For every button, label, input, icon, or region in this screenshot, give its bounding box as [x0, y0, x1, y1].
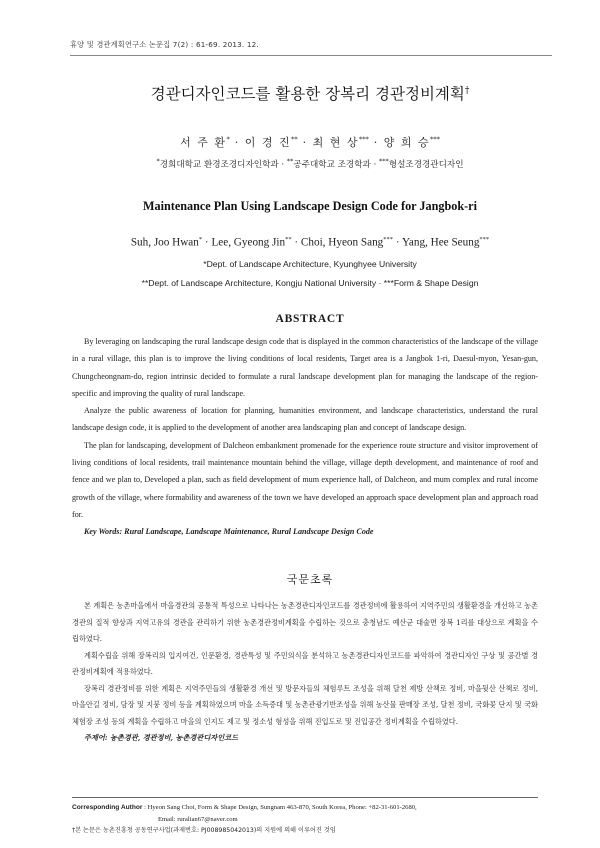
korean-paragraph: 장복리 경관정비를 위한 계획은 지역주민들의 생활환경 개선 및 방문자들의 체험루트 조성을 위해 달천 제방 산책로 정비, 마을뒷산 산책로 정비, 마을안길 정비, 담장 및 지붕 정비 등을 계획하였으며 마을 소득증대 및 농촌관광기반조성을 위해 농산물 판매장 조성, 달천 정비, 국화꽃 단지 및 국화체험장 조성 등의 계획을 수립하고 마을의 인지도 제고 및 정소성 형성을 위해 진입도로 및 진입공간 정비계획을 수립하였다. [72, 683, 538, 726]
journal-header: 휴양 및 경관계획연구소 논문집 7(2) : 61-69. 2013. 12. [70, 40, 259, 49]
keywords-english: Key Words: Rural Landscape, Landscape Maintenance, Rural Landscape Design Code [84, 527, 374, 537]
author-ko: 서 주 환 [180, 136, 227, 149]
author-en: Suh, Joo Hwan [130, 236, 199, 249]
abstract-body [72, 333, 538, 540]
korean-paragraph: 계획수립을 위해 장복리의 입지여건, 인문환경, 경관특성 및 주민의식을 분석하고 농촌경관디자인코드를 파악하여 경관디자인 구상 및 공간별 경관정비계획에 적용하였다. [72, 650, 538, 676]
korean-abstract-body [72, 598, 538, 747]
author-en: Yang, Hee Seung [401, 236, 480, 249]
affil-ko: 경희대학교 환경조경디자인학과 [159, 159, 279, 170]
footer [72, 802, 538, 837]
authors-english: Suh, Joo Hwan* · Lee, Gyeong Jin** · Choi, Hyeon Sang*** · Yang, Hee Seung*** [130, 236, 490, 249]
affil-ko: 형설조경경관디자인 [388, 159, 464, 170]
title-korean-text: 경관디자인코드를 활용한 장복리 경관정비계획 [150, 85, 465, 103]
title-korean [60, 82, 560, 104]
affil-ko: 공주대학교 조경학과 [293, 159, 371, 170]
author-ko: 이 경 진 [244, 136, 292, 149]
author-ko-mark: *** [430, 135, 440, 144]
affil-ko-mark: ** [286, 157, 294, 165]
author-en-mark: *** [479, 236, 490, 243]
author-en: Lee, Gyeong Jin [211, 236, 286, 249]
abstract-paragraph: Analyze the public awareness of location for planning, humanities environment, and landscape characteristics, understand the rural landscape design code, it is applied to the development of another area landscaping plan and concept of landscape design. [72, 406, 538, 433]
affil-ko-mark: *** [379, 157, 389, 165]
author-ko-mark: * [226, 135, 230, 144]
keywords-korean: 주제어: 농촌경관, 경관정비, 농촌경관디자인코드 [84, 733, 239, 742]
corresponding-author [72, 802, 538, 814]
title-footnote-mark: † [464, 85, 470, 96]
author-en-mark: * [198, 236, 203, 243]
author-ko-mark: ** [291, 135, 298, 144]
affiliation-english-1: *Dept. of Landscape Architecture, Kyunghyee University [203, 259, 417, 269]
footer-rule [72, 797, 538, 798]
funding-note: †본 논문은 농촌진흥청 공동연구사업(과제번호: PJ008985042013)의 지원에 의해 이루어진 것임 [72, 827, 336, 834]
korean-abstract-heading: 국문초록 [286, 573, 334, 586]
author-en: Choi, Hyeon Sang [300, 236, 384, 249]
corresponding-text: : Hyeon Sang Choi, Form & Shape Design, Sungnam 463-870, South Korea, Phone: +82-31-601-2680, [142, 804, 417, 811]
authors-korean: 서 주 환* · 이 경 진** · 최 현 상*** · 양 희 승*** [180, 135, 440, 149]
korean-paragraph: 본 계획은 농촌마을에서 마을경관의 공통적 특성으로 나타나는 농촌경관디자인코드를 경관정비에 활용하여 지역주민의 생활환경을 개선하고 농촌경관의 질적 향상과 지역고유의 경관을 관리하기 위한 농촌경관정비계획을 수립하는 것으로 충청남도 예산군 대술면 장복 1리를 대상으로 계획을 수립하였다. [72, 601, 538, 643]
header-rule [70, 55, 552, 56]
abstract-paragraph: The plan for landscaping, development of Dalcheon embankment promenade for the experience route structure and visitor improvement of living conditions of local residents, trail maintenance mountain behind the village, village depth development, and maintenance of roof and fence and we plan to, Developed a plan, such as field development of mum experience hall, of Dalcheon, and mum complex and rural income growth of the village, where formability and awareness of the town we have developed an approach space development plan and approach road for. [72, 440, 538, 519]
abstract-paragraph: By leveraging on landscaping the rural landscape design code that is displayed in the common characteristics of the landscape of the village in a rural village, this plan is to improve the living conditions of local residents, Target area is a Jangbok 1-ri, Daesul-myon, Yesan-gun, Chungcheongnam-do, region intrinsic decided to formulate a rural landscape development plan for managing the landscape of the region-specific and improving the quality of rural landscape. [72, 337, 538, 398]
corresponding-email: Email: ruralian67@naver.com [158, 815, 238, 823]
author-ko-mark: *** [359, 135, 369, 144]
title-english: Maintenance Plan Using Landscape Design Code for Jangbok-ri [143, 199, 477, 213]
author-ko: 양 희 승 [383, 136, 431, 149]
abstract-heading: ABSTRACT [275, 313, 345, 325]
affil-ko-mark: * [156, 157, 160, 165]
author-ko: 최 현 상 [312, 136, 359, 149]
affiliations-korean: *경희대학교 환경조경디자인학과 · **공주대학교 조경학과 · ***형설조경경관디자인 [156, 157, 464, 170]
author-en-mark: ** [285, 236, 292, 243]
author-en-mark: *** [383, 236, 394, 243]
affiliation-english-2: **Dept. of Landscape Architecture, Kongju National University · ***Form & Shape Design [141, 278, 479, 288]
corresponding-label: Corresponding Author [72, 804, 143, 811]
